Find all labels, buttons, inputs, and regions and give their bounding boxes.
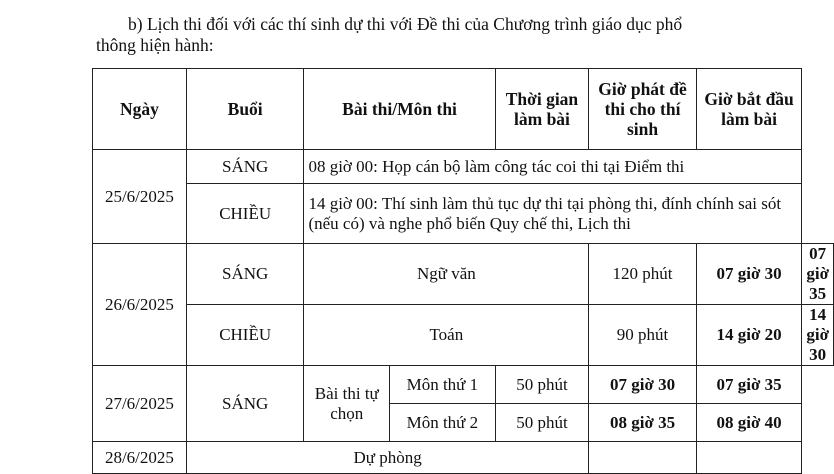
handout-time-cell: 08 giờ 35 bbox=[589, 404, 697, 442]
handout-time-cell: 07 giờ 30 bbox=[696, 244, 802, 305]
table-row bbox=[93, 244, 834, 305]
table-row bbox=[93, 305, 834, 366]
session-cell: CHIỀU bbox=[186, 184, 304, 244]
start-time-cell: 14 giờ 30 bbox=[802, 305, 834, 366]
duration-cell: 50 phút bbox=[495, 404, 589, 442]
header-gio-bat-dau: Giờ bắt đầu làm bài bbox=[696, 69, 802, 150]
header-ngay: Ngày bbox=[93, 69, 187, 150]
date-cell: 27/6/2025 bbox=[93, 366, 187, 442]
handout-time-cell: 07 giờ 30 bbox=[589, 366, 697, 404]
subject-cell: Toán bbox=[304, 305, 589, 366]
header-buoi: Buổi bbox=[186, 69, 304, 150]
subject-cell: Môn thứ 1 bbox=[390, 366, 496, 404]
intro-line-1: b) Lịch thi đối với các thí sinh dự thi với Đề thi của Chương trình giáo dục phổ bbox=[128, 14, 683, 34]
handout-time-cell: 14 giờ 20 bbox=[696, 305, 802, 366]
table-row bbox=[93, 442, 834, 474]
reserve-note-cell: Dự phòng bbox=[186, 442, 588, 474]
session-cell: SÁNG bbox=[186, 150, 304, 184]
date-cell: 26/6/2025 bbox=[93, 244, 187, 366]
date-cell: 28/6/2025 bbox=[93, 442, 187, 474]
activity-cell: 08 giờ 00: Họp cán bộ làm công tác coi thi tại Điểm thi bbox=[304, 150, 802, 184]
subject-cell: Môn thứ 2 bbox=[390, 404, 496, 442]
header-row bbox=[93, 69, 834, 150]
duration-cell: 90 phút bbox=[589, 305, 697, 366]
empty-cell bbox=[696, 442, 802, 474]
session-cell: SÁNG bbox=[186, 366, 304, 442]
start-time-cell: 08 giờ 40 bbox=[696, 404, 802, 442]
subject-cell: Ngữ văn bbox=[304, 244, 589, 305]
header-gio-phat: Giờ phát đề thi cho thí sinh bbox=[589, 69, 697, 150]
exam-schedule-table bbox=[92, 68, 834, 474]
start-time-cell: 07 giờ 35 bbox=[802, 244, 834, 305]
start-time-cell: 07 giờ 35 bbox=[696, 366, 802, 404]
duration-cell: 120 phút bbox=[589, 244, 697, 305]
header-bai-thi: Bài thi/Môn thi bbox=[304, 69, 495, 150]
intro-line-2: thông hiện hành: bbox=[96, 35, 214, 55]
table-row bbox=[93, 366, 834, 404]
session-cell: CHIỀU bbox=[186, 305, 304, 366]
elective-group-cell: Bài thi tự chọn bbox=[304, 366, 390, 442]
activity-cell: 14 giờ 00: Thí sinh làm thủ tục dự thi tại phòng thi, đính chính sai sót (nếu có) và nghe phổ biến Quy chế thi, Lịch thi bbox=[304, 184, 802, 244]
session-cell: SÁNG bbox=[186, 244, 304, 305]
table-row bbox=[93, 150, 834, 184]
date-cell: 25/6/2025 bbox=[93, 150, 187, 244]
intro-paragraph bbox=[0, 14, 834, 56]
header-thoi-gian: Thời gian làm bài bbox=[495, 69, 589, 150]
empty-cell bbox=[589, 442, 697, 474]
table-row bbox=[93, 184, 834, 244]
duration-cell: 50 phút bbox=[495, 366, 589, 404]
